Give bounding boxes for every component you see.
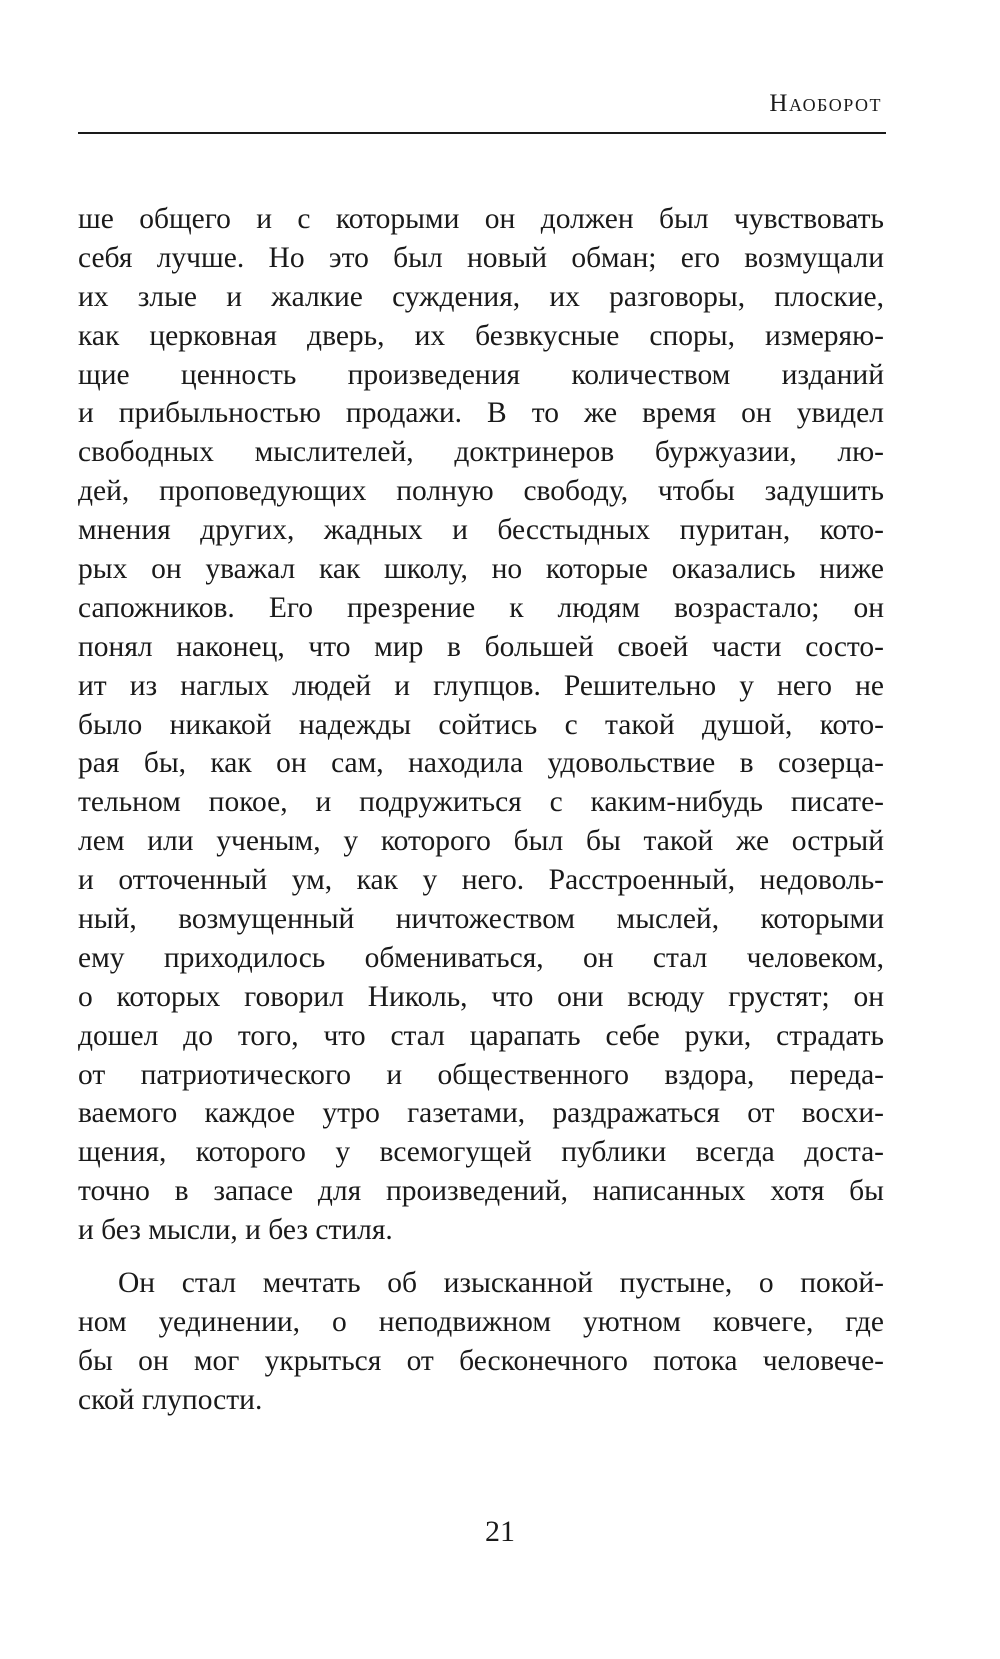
- body-text: [78, 200, 884, 1420]
- text-line: рая бы, как он сам, находила удовольствие в созерца-: [78, 747, 884, 780]
- text-line: мнения других, жадных и бесстыдных пуритан, кото-: [78, 514, 884, 547]
- paragraph: [78, 1264, 884, 1420]
- running-head: Наоборот: [769, 90, 882, 117]
- text-line: дей, проповедующих полную свободу, чтобы задушить: [78, 475, 884, 508]
- text-line: лем или ученым, у которого был бы такой же острый: [78, 825, 884, 858]
- paragraph: [78, 200, 884, 1250]
- text-line: ит из наглых людей и глупцов. Решительно у него не: [78, 669, 884, 702]
- text-line: ваемого каждое утро газетами, раздражаться от восхи-: [78, 1097, 884, 1130]
- text-line: рых он уважал как школу, но которые оказались ниже: [78, 553, 884, 586]
- text-line: ше общего и с которыми он должен был чувствовать: [78, 203, 884, 235]
- text-line: Он стал мечтать об изысканной пустыне, о покой-: [118, 1267, 884, 1300]
- text-line: понял наконец, что мир в большей своей части состо-: [78, 630, 884, 663]
- paragraph-gap: [78, 1250, 884, 1264]
- text-line: ный, возмущенный ничтожеством мыслей, которыми: [78, 903, 884, 936]
- text-line: как церковная дверь, их безвкусные споры, измеряю-: [78, 319, 884, 352]
- page-number: 21: [485, 1515, 515, 1548]
- text-line: ской глупости.: [78, 1383, 263, 1416]
- text-line: свободных мыслителей, доктринеров буржуазии, лю-: [78, 436, 884, 469]
- text-line: было никакой надежды сойтись с такой душой, кото-: [78, 708, 884, 741]
- text-line: о которых говорил Николь, что они всюду грустят; он: [78, 980, 884, 1013]
- text-line: точно в запасе для произведений, написанных хотя бы: [78, 1175, 884, 1208]
- text-line: их злые и жалкие суждения, их разговоры, плоские,: [78, 280, 884, 313]
- text-line: и без мысли, и без стиля.: [78, 1214, 393, 1247]
- text-line: дошел до того, что стал царапать себе руки, страдать: [78, 1019, 884, 1052]
- text-line: от патриотического и общественного вздора, переда-: [78, 1058, 884, 1091]
- header-rule: [78, 132, 886, 134]
- text-line: бы он мог укрыться от бесконечного потока человече-: [78, 1344, 884, 1377]
- text-line: и прибыльностью продажи. В то же время он увидел: [78, 397, 884, 430]
- text-line: тельном покое, и подружиться с каким-нибудь писате-: [78, 786, 884, 819]
- text-line: сапожников. Его презрение к людям возрастало; он: [78, 591, 884, 624]
- text-line: и отточенный ум, как у него. Расстроенный, недоволь-: [78, 864, 884, 897]
- text-line: щения, которого у всемогущей публики всегда доста-: [78, 1136, 884, 1169]
- text-line: щие ценность произведения количеством изданий: [78, 358, 884, 391]
- text-line: ему приходилось обмениваться, он стал человеком,: [78, 941, 884, 974]
- text-line: себя лучше. Но это был новый обман; его возмущали: [78, 241, 884, 274]
- text-line: ном уединении, о неподвижном уютном ковчеге, где: [78, 1305, 884, 1338]
